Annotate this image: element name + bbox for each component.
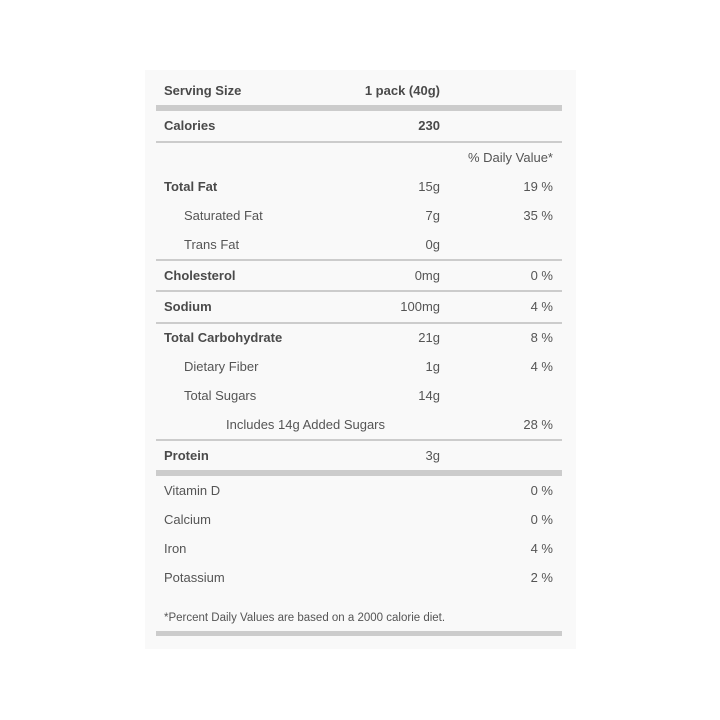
- nutrient-amount: 0mg: [414, 268, 440, 283]
- serving-size-row: [145, 81, 576, 101]
- nutrient-name: Total Sugars: [184, 388, 257, 403]
- nutrient-amount: 14g: [418, 388, 440, 403]
- vitamin-name: Calcium: [164, 512, 211, 527]
- daily-value-header-row: [145, 148, 576, 168]
- divider: [156, 439, 562, 441]
- nutrition-facts-panel: [145, 70, 576, 649]
- serving-size-label: Serving Size: [164, 83, 242, 98]
- thick-divider: [156, 470, 562, 476]
- nutrient-daily-value: 35 %: [523, 208, 553, 223]
- vitamin-row-calcium: [145, 510, 576, 530]
- nutrient-name: Total Carbohydrate: [164, 330, 283, 345]
- vitamin-row-potassium: [145, 568, 576, 588]
- serving-size-value: 1 pack (40g): [364, 83, 440, 98]
- vitamin-name: Vitamin D: [164, 483, 221, 498]
- bottom-divider: [156, 631, 562, 636]
- daily-value-header: % Daily Value*: [467, 150, 553, 165]
- nutrient-row-total-fat: [145, 177, 576, 197]
- nutrient-amount: 21g: [418, 330, 440, 345]
- divider: [156, 322, 562, 324]
- vitamin-row-vitamin-d: [145, 481, 576, 501]
- vitamin-daily-value: 2 %: [530, 570, 553, 585]
- nutrient-name: Saturated Fat: [184, 208, 263, 223]
- vitamin-daily-value: 0 %: [530, 512, 553, 527]
- nutrient-row-dietary-fiber: [145, 357, 576, 377]
- nutrient-amount: 3g: [425, 448, 440, 463]
- nutrient-row-sodium: [145, 297, 576, 317]
- nutrient-name: Includes 14g Added Sugars: [226, 417, 386, 432]
- divider: [156, 290, 562, 292]
- nutrient-name: Dietary Fiber: [184, 359, 259, 374]
- nutrient-row-saturated-fat: [145, 206, 576, 226]
- divider: [156, 141, 562, 143]
- vitamin-daily-value: 0 %: [530, 483, 553, 498]
- nutrient-row-added-sugars: [145, 415, 576, 435]
- nutrient-daily-value: 28 %: [523, 417, 553, 432]
- nutrient-row-protein: [145, 446, 576, 466]
- nutrient-name: Trans Fat: [184, 237, 240, 252]
- vitamin-daily-value: 4 %: [530, 541, 553, 556]
- nutrient-name: Cholesterol: [164, 268, 236, 283]
- nutrient-row-total-sugars: [145, 386, 576, 406]
- nutrient-daily-value: 4 %: [530, 299, 553, 314]
- nutrient-daily-value: 0 %: [530, 268, 553, 283]
- nutrient-amount: 15g: [418, 179, 440, 194]
- vitamin-name: Iron: [164, 541, 187, 556]
- nutrient-row-trans-fat: [145, 235, 576, 255]
- calories-value: 230: [418, 118, 440, 133]
- divider: [156, 259, 562, 261]
- nutrient-daily-value: 4 %: [530, 359, 553, 374]
- vitamin-row-iron: [145, 539, 576, 559]
- footnote: *Percent Daily Values are based on a 2000 calorie diet.: [164, 612, 446, 624]
- nutrient-daily-value: 8 %: [530, 330, 553, 345]
- nutrient-name: Protein: [164, 448, 209, 463]
- nutrient-amount: 0g: [425, 237, 440, 252]
- vitamin-name: Potassium: [164, 570, 225, 585]
- nutrient-amount: 7g: [425, 208, 440, 223]
- nutrient-row-total-carbohydrate: [145, 328, 576, 348]
- nutrient-name: Sodium: [164, 299, 212, 314]
- thick-divider: [156, 105, 562, 111]
- calories-row: [145, 116, 576, 136]
- nutrient-daily-value: 19 %: [523, 179, 553, 194]
- nutrient-name: Total Fat: [164, 179, 218, 194]
- nutrient-amount: 1g: [425, 359, 440, 374]
- calories-label: Calories: [164, 118, 216, 133]
- nutrient-amount: 100mg: [400, 299, 440, 314]
- nutrient-row-cholesterol: [145, 266, 576, 286]
